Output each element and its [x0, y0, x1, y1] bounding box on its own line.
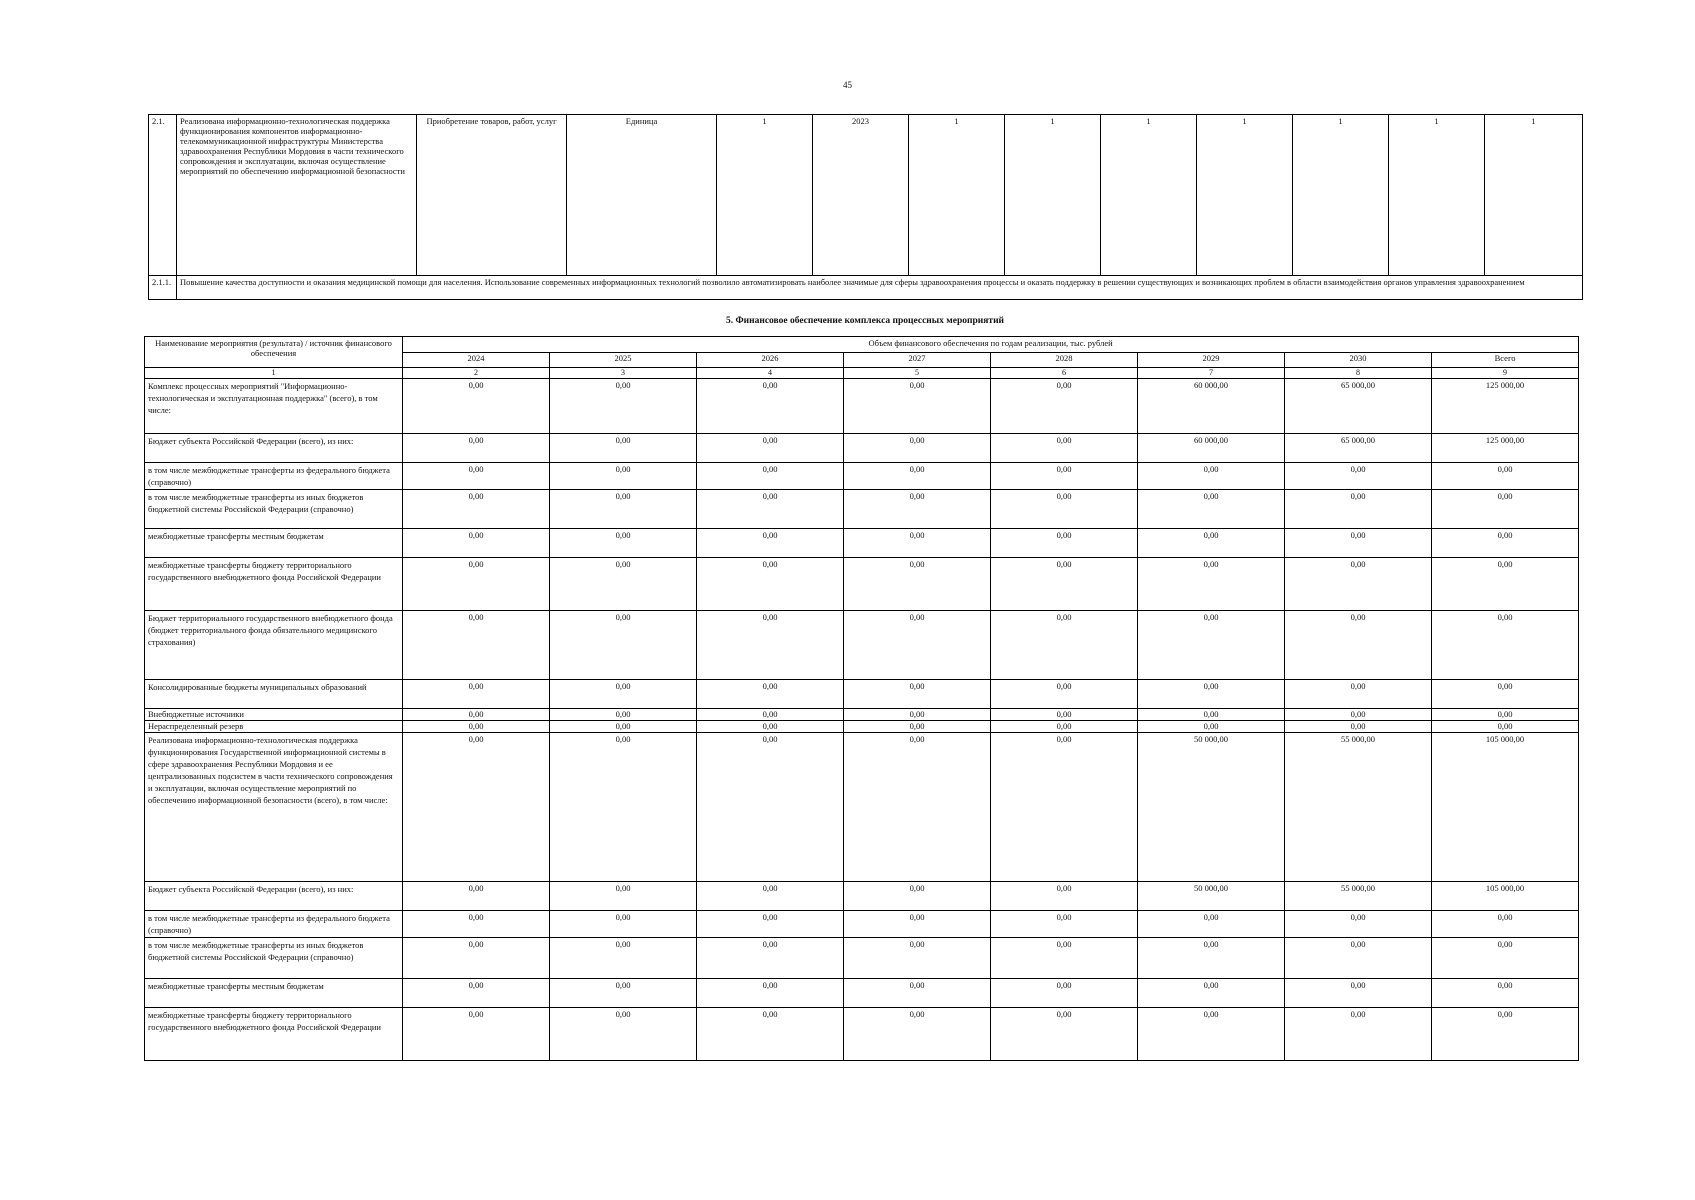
year-amount: 0,00	[1138, 490, 1285, 529]
total-value: 0,00	[1432, 558, 1579, 611]
year-amount: 0,00	[403, 680, 550, 709]
year-amount: 0,00	[550, 709, 697, 721]
year-header: 2029	[1138, 353, 1285, 368]
year-amount: 0,00	[550, 721, 697, 733]
total-value: 125 000,00	[1432, 379, 1579, 434]
source-label: межбюджетные трансферты бюджету территориального государственного внебюджетного фонда Российской Федерации	[145, 558, 403, 611]
year-header: 2027	[844, 353, 991, 368]
year-value: 1	[1005, 115, 1101, 276]
year-amount: 0,00	[697, 529, 844, 558]
total-value: 0,00	[1432, 721, 1579, 733]
year-amount: 0,00	[844, 733, 991, 882]
year-amount: 0,00	[991, 611, 1138, 680]
financing-table	[144, 336, 1579, 1061]
year-amount: 0,00	[697, 882, 844, 911]
year-amount: 0,00	[697, 611, 844, 680]
year-value: 1	[1485, 115, 1583, 276]
source-label: межбюджетные трансферты местным бюджетам	[145, 529, 403, 558]
year-value: 1	[1101, 115, 1197, 276]
year-amount: 0,00	[1138, 938, 1285, 979]
year-amount: 0,00	[697, 709, 844, 721]
total-value: 0,00	[1432, 463, 1579, 490]
year-amount: 0,00	[1138, 1008, 1285, 1061]
financing-row	[145, 733, 1579, 882]
year-amount: 0,00	[991, 490, 1138, 529]
year-amount: 0,00	[697, 938, 844, 979]
page-number: 45	[843, 80, 852, 90]
year-amount: 0,00	[1138, 558, 1285, 611]
year-amount: 50 000,00	[1138, 733, 1285, 882]
year-amount: 0,00	[1285, 463, 1432, 490]
year-header: 2030	[1285, 353, 1432, 368]
total-value: 105 000,00	[1432, 733, 1579, 882]
year-amount: 0,00	[697, 558, 844, 611]
source-label: межбюджетные трансферты бюджету территориального государственного внебюджетного фонда Российской Федерации	[145, 1008, 403, 1061]
year-amount: 0,00	[697, 490, 844, 529]
result-unit: Единица	[567, 115, 717, 276]
year-amount: 0,00	[550, 529, 697, 558]
header-name: Наименование мероприятия (результата) / источник финансового обеспечения	[145, 337, 403, 368]
year-amount: 0,00	[550, 379, 697, 434]
financing-row	[145, 558, 1579, 611]
year-amount: 0,00	[403, 1008, 550, 1061]
year-amount: 0,00	[550, 558, 697, 611]
year-amount: 0,00	[991, 529, 1138, 558]
year-amount: 0,00	[991, 434, 1138, 463]
year-amount: 0,00	[844, 434, 991, 463]
year-amount: 0,00	[1138, 911, 1285, 938]
header-row	[145, 337, 1579, 353]
year-amount: 0,00	[1285, 529, 1432, 558]
financing-rows	[145, 379, 1579, 1061]
total-value: 0,00	[1432, 611, 1579, 680]
year-amount: 0,00	[403, 938, 550, 979]
year-amount: 0,00	[844, 558, 991, 611]
year-amount: 0,00	[550, 434, 697, 463]
total-value: 0,00	[1432, 1008, 1579, 1061]
year-amount: 0,00	[550, 490, 697, 529]
financing-row	[145, 882, 1579, 911]
year-amount: 0,00	[991, 558, 1138, 611]
column-number: 3	[550, 368, 697, 379]
column-number: 4	[697, 368, 844, 379]
total-value: 0,00	[1432, 979, 1579, 1008]
source-label: в том числе межбюджетные трансферты из иных бюджетов бюджетной системы Российской Федерации (справочно)	[145, 938, 403, 979]
financing-row	[145, 611, 1579, 680]
year-amount: 0,00	[1285, 490, 1432, 529]
financing-row	[145, 979, 1579, 1008]
year-amount: 0,00	[844, 490, 991, 529]
year-amount: 0,00	[844, 882, 991, 911]
year-amount: 0,00	[1138, 463, 1285, 490]
row-number: 2.1.	[149, 115, 177, 276]
source-label: в том числе межбюджетные трансферты из федерального бюджета (справочно)	[145, 463, 403, 490]
results-table	[148, 114, 1583, 300]
year-amount: 0,00	[550, 1008, 697, 1061]
year-amount: 0,00	[1285, 721, 1432, 733]
source-label: в том числе межбюджетные трансферты из федерального бюджета (справочно)	[145, 911, 403, 938]
source-label: Консолидированные бюджеты муниципальных образований	[145, 680, 403, 709]
source-label: Реализована информационно-технологическая поддержка функционирования Государственной информационной системы в сфере здравоохранения Республики Мордовия и ее централизованных подсистем в части технического сопровождения и эксплуатации, включая осуществление мероприятий по обеспечению информационной безопасности (всего), в том числе:	[145, 733, 403, 882]
year-amount: 0,00	[844, 611, 991, 680]
year-header: 2026	[697, 353, 844, 368]
year-amount: 0,00	[991, 1008, 1138, 1061]
year-amount: 0,00	[844, 379, 991, 434]
column-number: 6	[991, 368, 1138, 379]
column-number: 9	[1432, 368, 1579, 379]
result-name: Реализована информационно-технологическая поддержка функционирования компонентов информационно-телекоммуникационной инфраструктуры Министерства здравоохранения Республики Мордовия в части технического сопровождения и эксплуатации, включая осуществление мероприятий по обеспечению информационной безопасности	[177, 115, 417, 276]
year-amount: 0,00	[1138, 979, 1285, 1008]
year-amount: 0,00	[991, 733, 1138, 882]
year-amount: 0,00	[1285, 558, 1432, 611]
year-amount: 0,00	[1285, 911, 1432, 938]
year-amount: 0,00	[1138, 529, 1285, 558]
year-amount: 65 000,00	[1285, 434, 1432, 463]
year-header: 2024	[403, 353, 550, 368]
year-value: 1	[1197, 115, 1293, 276]
source-label: межбюджетные трансферты местным бюджетам	[145, 979, 403, 1008]
year-amount: 0,00	[550, 733, 697, 882]
source-label: Комплекс процессных мероприятий "Информационно-технологическая и эксплуатационная поддержка" (всего), в том числе:	[145, 379, 403, 434]
year-amount: 0,00	[550, 463, 697, 490]
year-amount: 0,00	[844, 1008, 991, 1061]
financing-row	[145, 490, 1579, 529]
year-amount: 0,00	[1138, 611, 1285, 680]
year-amount: 0,00	[991, 882, 1138, 911]
financing-row	[145, 379, 1579, 434]
year-amount: 0,00	[844, 463, 991, 490]
total-value: 0,00	[1432, 529, 1579, 558]
base-year: 2023	[813, 115, 909, 276]
year-amount: 60 000,00	[1138, 434, 1285, 463]
result-description: Повышение качества доступности и оказания медицинской помощи для населения. Использование современных информационных технологий позволило автоматизировать наиболее значимые для сферы здравоохранения процессы и оказать поддержку в решении существующих и возникающих проблем в области взаимодействия органов управления здравоохранением	[177, 276, 1583, 300]
year-amount: 0,00	[991, 979, 1138, 1008]
column-number: 1	[145, 368, 403, 379]
source-label: Внебюджетные источники	[145, 709, 403, 721]
total-header: Всего	[1432, 353, 1579, 368]
year-amount: 0,00	[991, 938, 1138, 979]
year-amount: 0,00	[844, 911, 991, 938]
header-volume: Объем финансового обеспечения по годам реализации, тыс. рублей	[403, 337, 1579, 353]
financing-row	[145, 911, 1579, 938]
financing-row	[145, 529, 1579, 558]
total-value: 0,00	[1432, 680, 1579, 709]
year-header: 2028	[991, 353, 1138, 368]
year-value: 1	[1389, 115, 1485, 276]
column-number-row	[145, 368, 1579, 379]
year-amount: 0,00	[697, 680, 844, 709]
base-value: 1	[717, 115, 813, 276]
total-value: 0,00	[1432, 911, 1579, 938]
year-amount: 0,00	[697, 721, 844, 733]
year-amount: 0,00	[403, 529, 550, 558]
financing-row	[145, 938, 1579, 979]
year-amount: 0,00	[844, 979, 991, 1008]
year-amount: 0,00	[403, 911, 550, 938]
year-amount: 0,00	[697, 979, 844, 1008]
year-value: 1	[909, 115, 1005, 276]
year-amount: 55 000,00	[1285, 882, 1432, 911]
year-amount: 0,00	[550, 680, 697, 709]
year-amount: 0,00	[1285, 938, 1432, 979]
financing-row	[145, 709, 1579, 721]
year-amount: 0,00	[403, 434, 550, 463]
year-amount: 0,00	[991, 379, 1138, 434]
year-amount: 0,00	[1285, 979, 1432, 1008]
year-amount: 0,00	[403, 721, 550, 733]
year-amount: 0,00	[844, 721, 991, 733]
column-number: 2	[403, 368, 550, 379]
financing-row	[145, 680, 1579, 709]
year-header: 2025	[550, 353, 697, 368]
year-amount: 0,00	[991, 709, 1138, 721]
year-amount: 50 000,00	[1138, 882, 1285, 911]
year-amount: 0,00	[844, 680, 991, 709]
section-title: 5. Финансовое обеспечение комплекса процессных мероприятий	[725, 316, 1005, 326]
row-number: 2.1.1.	[149, 276, 177, 300]
financing-row	[145, 434, 1579, 463]
total-value: 105 000,00	[1432, 882, 1579, 911]
year-amount: 0,00	[1138, 709, 1285, 721]
year-amount: 0,00	[991, 680, 1138, 709]
column-number: 8	[1285, 368, 1432, 379]
year-amount: 0,00	[403, 979, 550, 1008]
source-label: Нераспределенный резерв	[145, 721, 403, 733]
total-value: 0,00	[1432, 938, 1579, 979]
year-amount: 0,00	[403, 463, 550, 490]
year-amount: 0,00	[403, 733, 550, 882]
source-label: Бюджет территориального государственного внебюджетного фонда (бюджет территориального фонда обязательного медицинского страхования)	[145, 611, 403, 680]
year-amount: 65 000,00	[1285, 379, 1432, 434]
financing-row	[145, 1008, 1579, 1061]
year-amount: 0,00	[697, 733, 844, 882]
total-value: 125 000,00	[1432, 434, 1579, 463]
year-amount: 0,00	[697, 1008, 844, 1061]
year-amount: 0,00	[844, 938, 991, 979]
year-amount: 0,00	[1138, 721, 1285, 733]
result-row-2-1	[149, 115, 1583, 276]
year-amount: 0,00	[991, 721, 1138, 733]
result-type: Приобретение товаров, работ, услуг	[417, 115, 567, 276]
year-amount: 0,00	[1285, 1008, 1432, 1061]
year-amount: 0,00	[550, 611, 697, 680]
year-amount: 0,00	[550, 979, 697, 1008]
total-value: 0,00	[1432, 709, 1579, 721]
year-amount: 0,00	[1138, 680, 1285, 709]
year-amount: 0,00	[1285, 680, 1432, 709]
year-amount: 0,00	[991, 463, 1138, 490]
year-amount: 60 000,00	[1138, 379, 1285, 434]
financing-row	[145, 463, 1579, 490]
year-amount: 0,00	[991, 911, 1138, 938]
source-label: в том числе межбюджетные трансферты из иных бюджетов бюджетной системы Российской Федерации (справочно)	[145, 490, 403, 529]
year-amount: 0,00	[403, 611, 550, 680]
year-amount: 55 000,00	[1285, 733, 1432, 882]
year-amount: 0,00	[697, 379, 844, 434]
year-amount: 0,00	[1285, 709, 1432, 721]
year-amount: 0,00	[1285, 611, 1432, 680]
year-amount: 0,00	[403, 882, 550, 911]
total-value: 0,00	[1432, 490, 1579, 529]
year-amount: 0,00	[550, 911, 697, 938]
source-label: Бюджет субъекта Российской Федерации (всего), из них:	[145, 882, 403, 911]
financing-row	[145, 721, 1579, 733]
year-amount: 0,00	[403, 490, 550, 529]
year-amount: 0,00	[403, 709, 550, 721]
year-amount: 0,00	[697, 911, 844, 938]
year-amount: 0,00	[844, 709, 991, 721]
year-amount: 0,00	[697, 434, 844, 463]
year-amount: 0,00	[697, 463, 844, 490]
year-amount: 0,00	[550, 882, 697, 911]
year-amount: 0,00	[403, 379, 550, 434]
result-row-2-1-1	[149, 276, 1583, 300]
source-label: Бюджет субъекта Российской Федерации (всего), из них:	[145, 434, 403, 463]
year-amount: 0,00	[550, 938, 697, 979]
column-number: 5	[844, 368, 991, 379]
year-amount: 0,00	[403, 558, 550, 611]
year-value: 1	[1293, 115, 1389, 276]
year-amount: 0,00	[844, 529, 991, 558]
column-number: 7	[1138, 368, 1285, 379]
